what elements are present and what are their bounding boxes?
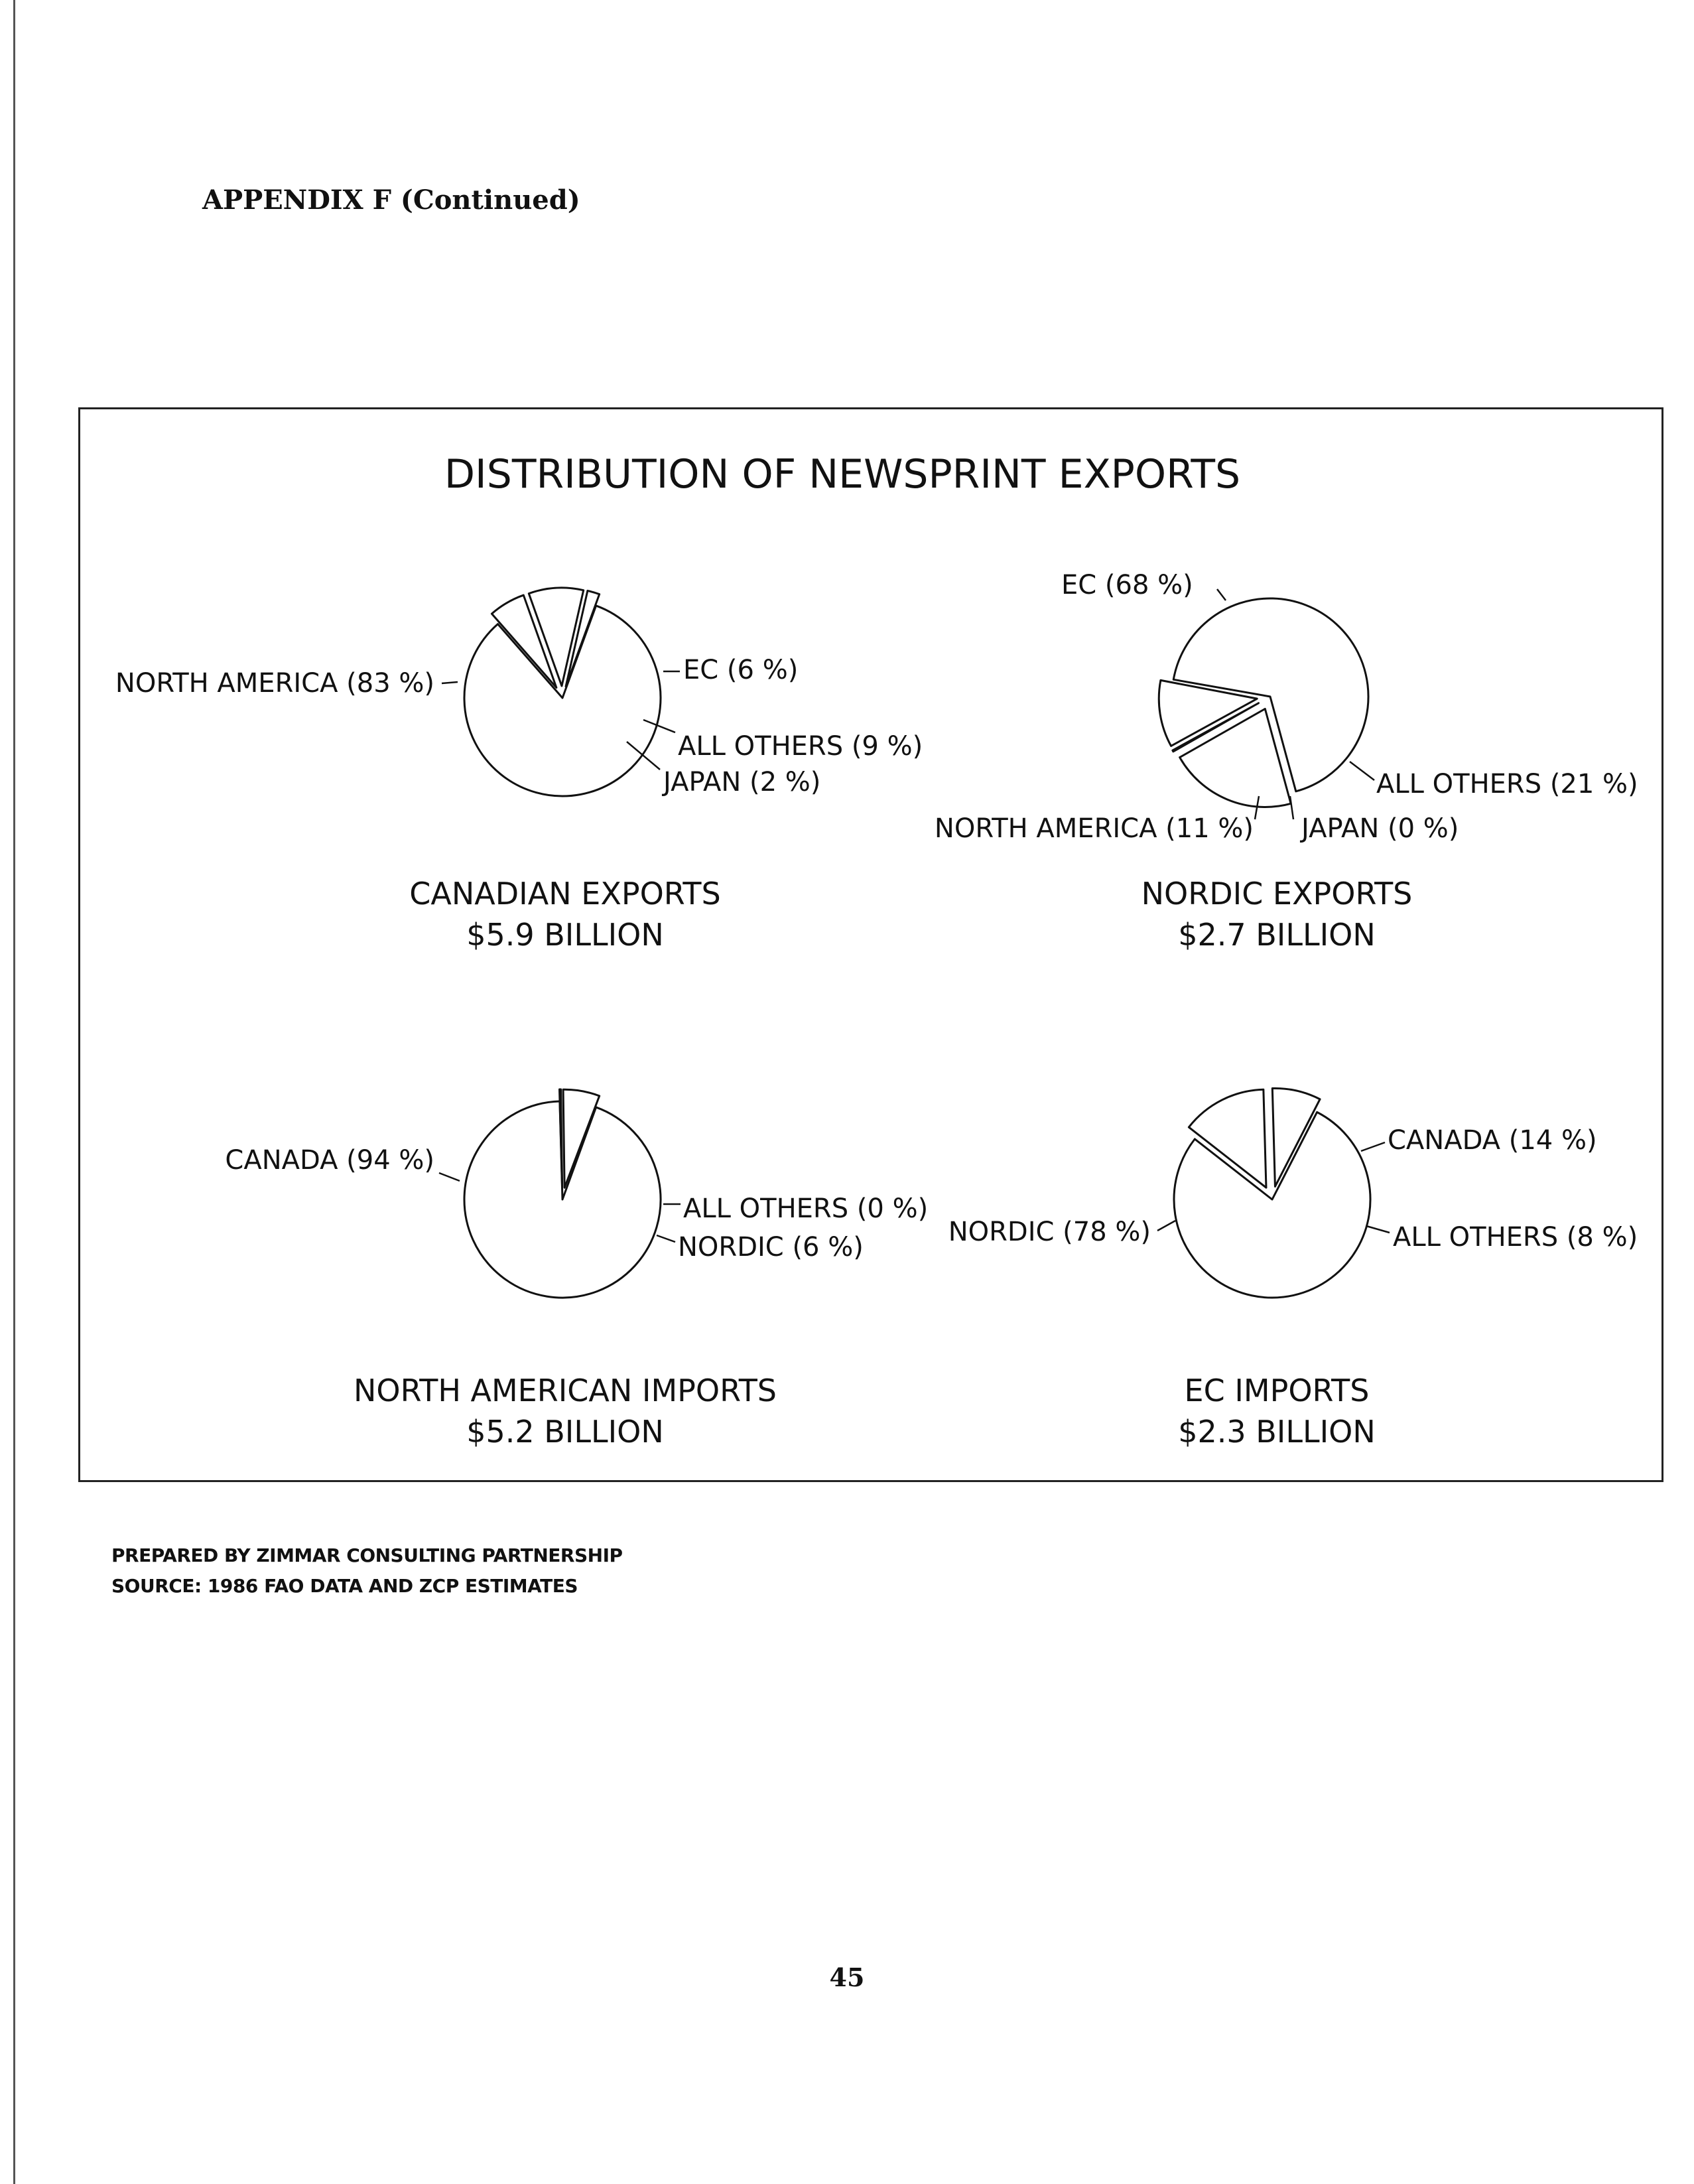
nordic-exports-slice-label-0: EC (68 %) (1061, 570, 1193, 600)
ec-imports-leader-1 (1366, 1226, 1390, 1233)
chart-title: DISTRIBUTION OF NEWSPRINT EXPORTS (444, 451, 1241, 498)
nordic-exports-leader-2 (1290, 796, 1293, 819)
nordic-exports-leader-0 (1217, 589, 1226, 600)
ec-imports-pie (948, 1088, 1638, 1450)
source-line: SOURCE: 1986 FAO DATA AND ZCP ESTIMATES (111, 1575, 578, 1597)
canadian-exports-slice-label-0: NORTH AMERICA (83 %) (115, 668, 434, 699)
prepared-by-line: PREPARED BY ZIMMAR CONSULTING PARTNERSHIP (111, 1544, 623, 1566)
credits-block (111, 1540, 623, 1602)
appendix-heading: APPENDIX F (Continued) (202, 184, 580, 216)
north-american-imports-pie (225, 1089, 928, 1450)
north-american-imports-slice-label-1: ALL OTHERS (0 %) (683, 1194, 929, 1224)
canadian-exports-pie (115, 588, 923, 953)
nordic-exports-pie (935, 570, 1638, 953)
canadian-exports-caption: CANADIAN EXPORTS (409, 876, 721, 912)
north-american-imports-total: $5.2 BILLION (466, 1414, 664, 1450)
ec-imports-total: $2.3 BILLION (1178, 1414, 1376, 1450)
north-american-imports-leader-0 (439, 1173, 460, 1181)
north-american-imports-slice-label-0: CANADA (94 %) (225, 1145, 434, 1176)
canadian-exports-leader-0 (442, 682, 458, 683)
nordic-exports-slice-label-1: ALL OTHERS (21 %) (1376, 769, 1638, 799)
north-american-imports-caption: NORTH AMERICAN IMPORTS (353, 1373, 777, 1408)
canadian-exports-slice-label-2: ALL OTHERS (9 %) (678, 731, 923, 762)
north-american-imports-slice-label-2: NORDIC (6 %) (678, 1232, 864, 1263)
ec-imports-leader-2 (1157, 1221, 1175, 1231)
north-american-imports-slice-0 (464, 1101, 661, 1298)
ec-imports-caption: EC IMPORTS (1184, 1373, 1370, 1408)
north-american-imports-leader-2 (657, 1235, 675, 1242)
nordic-exports-caption: NORDIC EXPORTS (1141, 876, 1413, 912)
canadian-exports-slice-label-3: JAPAN (2 %) (663, 767, 821, 797)
ec-imports-slice-label-2: NORDIC (78 %) (948, 1217, 1151, 1247)
canadian-exports-total: $5.9 BILLION (466, 917, 664, 953)
ec-imports-slice-label-0: CANADA (14 %) (1388, 1125, 1597, 1156)
canadian-exports-slice-label-1: EC (6 %) (683, 655, 799, 685)
ec-imports-slice-label-1: ALL OTHERS (8 %) (1393, 1222, 1638, 1253)
nordic-exports-leader-1 (1350, 762, 1374, 780)
nordic-exports-slice-label-2: JAPAN (0 %) (1301, 813, 1459, 844)
ec-imports-slice-2 (1174, 1112, 1370, 1298)
nordic-exports-total: $2.7 BILLION (1178, 917, 1376, 953)
page-number: 45 (829, 1962, 865, 1992)
ec-imports-leader-0 (1361, 1142, 1385, 1151)
nordic-exports-slice-label-3: NORTH AMERICA (11 %) (934, 813, 1254, 844)
